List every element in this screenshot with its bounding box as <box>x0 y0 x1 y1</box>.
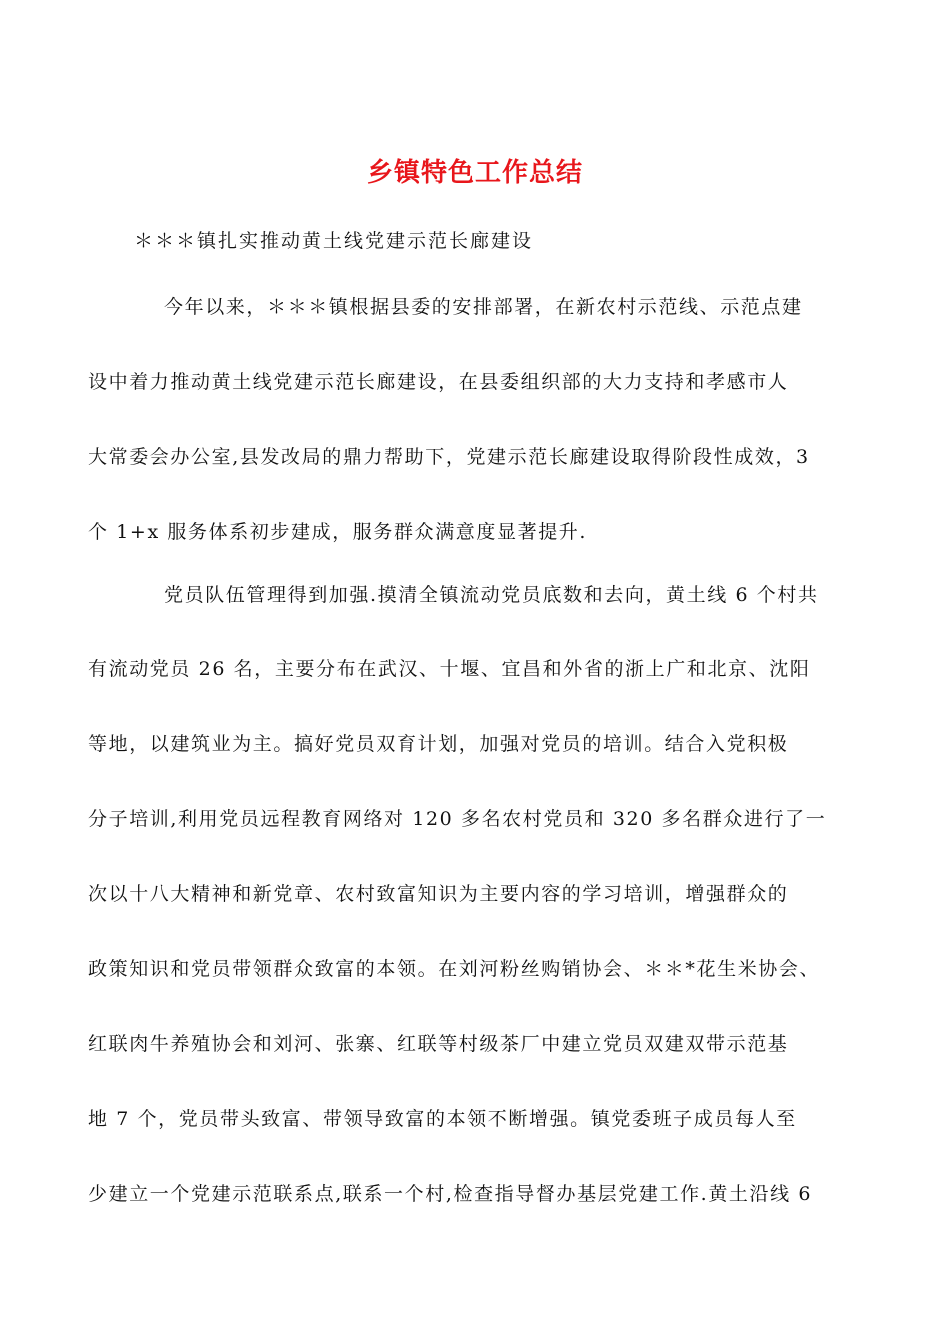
paragraph-line: 地 7 个，党员带头致富、带领导致富的本领不断增强。镇党委班子成员每人至 <box>88 1108 797 1130</box>
document-subtitle: ＊＊＊镇扎实推动黄土线党建示范长廊建设 <box>134 230 534 252</box>
paragraph-line: 等地，以建筑业为主。搞好党员双育计划，加强对党员的培训。结合入党积极 <box>88 733 789 755</box>
paragraph-line: 分子培训,利用党员远程教育网络对 120 多名农村党员和 320 多名群众进行了一 <box>88 808 827 830</box>
paragraph-line: 次以十八大精神和新党章、农村致富知识为主要内容的学习培训，增强群众的 <box>88 883 789 905</box>
document-title: 乡镇特色工作总结 <box>366 158 583 188</box>
paragraph-line: 设中着力推动黄土线党建示范长廊建设，在县委组织部的大力支持和孝感市人 <box>88 371 789 393</box>
paragraph-line: 大常委会办公室,县发改局的鼎力帮助下，党建示范长廊建设取得阶段性成效，3 <box>88 446 810 468</box>
paragraph-line: 有流动党员 26 名，主要分布在武汉、十堰、宜昌和外省的浙上广和北京、沈阳 <box>88 658 811 680</box>
paragraph-line: 红联肉牛养殖协会和刘河、张寨、红联等村级茶厂中建立党员双建双带示范基 <box>88 1033 789 1055</box>
paragraph-line: 少建立一个党建示范联系点,联系一个村,检查指导督办基层党建工作.黄土沿线 6 <box>88 1183 813 1205</box>
paragraph-line: 政策知识和党员带领群众致富的本领。在刘河粉丝购销协会、＊＊*花生米协会、 <box>88 958 821 980</box>
paragraph-line: 党员队伍管理得到加强.摸清全镇流动党员底数和去向，黄土线 6 个村共 <box>164 584 819 606</box>
paragraph-line: 个 1+x 服务体系初步建成，服务群众满意度显著提升. <box>88 521 588 543</box>
paragraph-line: 今年以来，＊＊＊镇根据县委的安排部署，在新农村示范线、示范点建 <box>164 296 803 318</box>
